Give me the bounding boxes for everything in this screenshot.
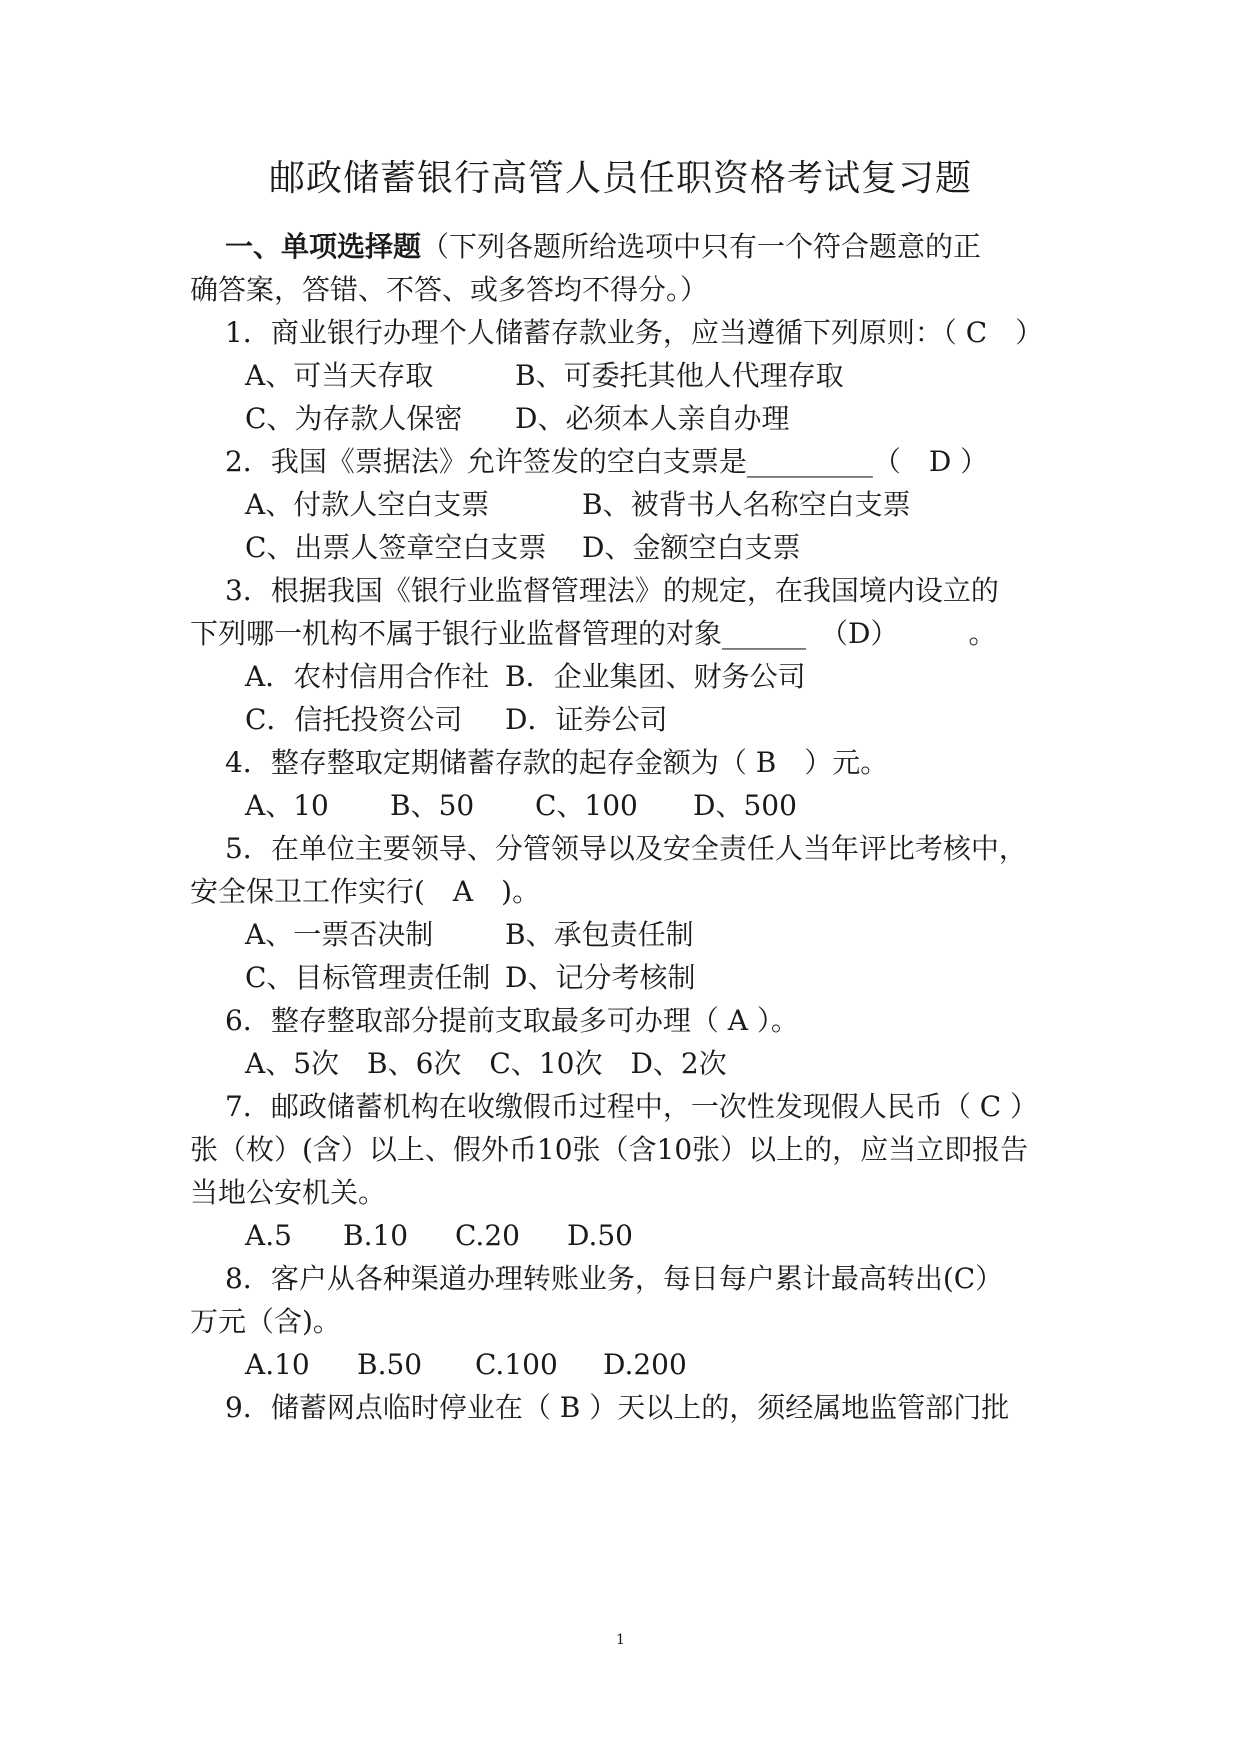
document-title: 邮政储蓄银行高管人员任职资格考试复习题 <box>268 158 972 199</box>
question-3-options-row2 <box>245 700 667 740</box>
q1-option-c: C、为存款人保密 <box>245 402 463 435</box>
q4-option-c: C、100 <box>535 789 638 822</box>
question-7-options <box>245 1216 633 1256</box>
q7-option-c: C.20 <box>455 1219 520 1252</box>
q2-option-a: A、付款人空白支票 <box>245 488 490 521</box>
q7-option-a: A.5 <box>245 1219 292 1252</box>
question-2-options-row1 <box>245 485 911 525</box>
question-3-line2: 下列哪一机构不属于银行业监督管理的对象______ （D） 。 <box>190 617 997 650</box>
question-2-options-row2 <box>245 528 800 568</box>
q8-option-b: B.50 <box>357 1348 423 1381</box>
question-5-line2: 安全保卫工作实行( A )。 <box>190 875 541 908</box>
page-number: 1 <box>616 1632 625 1648</box>
q3-option-d: D．证券公司 <box>505 703 668 736</box>
q3-option-b: B．企业集团、财务公司 <box>505 660 806 693</box>
q4-option-b: B、50 <box>390 789 475 822</box>
q7-option-d: D.50 <box>567 1219 633 1252</box>
q7-option-b: B.10 <box>343 1219 409 1252</box>
question-1-options-row2 <box>245 399 789 439</box>
question-7-line1: 7．邮政储蓄机构在收缴假币过程中，一次性发现假人民币（ C ） <box>225 1090 1039 1123</box>
question-4-options <box>245 786 797 826</box>
question-6: 6．整存整取部分提前支取最多可办理（ A ）。 <box>225 1004 799 1037</box>
q4-option-d: D、500 <box>693 789 797 822</box>
question-8-options <box>245 1345 687 1385</box>
question-3-line1: 3．根据我国《银行业监督管理法》的规定，在我国境内设立的 <box>225 574 999 607</box>
question-1-options-row1 <box>245 356 844 396</box>
q3-option-c: C．信托投资公司 <box>245 703 463 736</box>
section-1-heading: 一、单项选择题 <box>225 230 422 263</box>
q1-option-d: D、必须本人亲自办理 <box>515 402 790 435</box>
question-8-line2: 万元（含)。 <box>190 1305 341 1338</box>
q5-option-c: C、目标管理责任制 <box>245 961 491 994</box>
question-5-line1: 5．在单位主要领导、分管领导以及安全责任人当年评比考核中， <box>225 832 1027 865</box>
q5-option-d: D、记分考核制 <box>505 961 696 994</box>
q8-option-c: C.100 <box>475 1348 558 1381</box>
question-6-options: A、5次 B、6次 C、10次 D、2次 <box>245 1047 727 1080</box>
q2-option-c: C、出票人签章空白支票 <box>245 531 547 564</box>
q5-option-b: B、承包责任制 <box>505 918 694 951</box>
question-7-line3: 当地公安机关。 <box>190 1176 387 1209</box>
section-1-instruction: （下列各题所给选项中只有一个符合题意的正 <box>421 230 982 263</box>
q5-option-a: A、一票否决制 <box>245 918 434 951</box>
q3-option-a: A．农村信用合作社 <box>245 660 490 693</box>
question-4: 4．整存整取定期储蓄存款的起存金额为（ B ）元。 <box>225 746 889 779</box>
question-5-options-row1 <box>245 915 694 955</box>
section-1-heading-line <box>225 227 981 267</box>
q4-option-a: A、10 <box>245 789 329 822</box>
q1-option-a: A、可当天存取 <box>245 359 434 392</box>
question-1: 1．商业银行办理个人储蓄存款业务，应当遵循下列原则：（ C ） <box>225 316 1044 349</box>
q2-option-b: B、被背书人名称空白支票 <box>582 488 911 521</box>
question-9: 9．储蓄网点临时停业在（ B ）天以上的，须经属地监管部门批 <box>225 1391 1010 1424</box>
q2-option-d: D、金额空白支票 <box>582 531 801 564</box>
section-1-instruction-cont: 确答案，答错、不答、或多答均不得分。） <box>190 273 709 306</box>
question-2: 2．我国《票据法》允许签发的空白支票是_________（ D ） <box>225 445 989 478</box>
q8-option-d: D.200 <box>603 1348 687 1381</box>
q8-option-a: A.10 <box>245 1348 310 1381</box>
question-8-line1: 8．客户从各种渠道办理转账业务，每日每户累计最高转出(C） <box>225 1262 1004 1295</box>
question-3-options-row1 <box>245 657 806 697</box>
q1-option-b: B、可委托其他人代理存取 <box>515 359 844 392</box>
question-7-line2: 张（枚）(含）以上、假外币10张（含10张）以上的，应当立即报告 <box>190 1133 1029 1166</box>
question-5-options-row2 <box>245 958 695 998</box>
